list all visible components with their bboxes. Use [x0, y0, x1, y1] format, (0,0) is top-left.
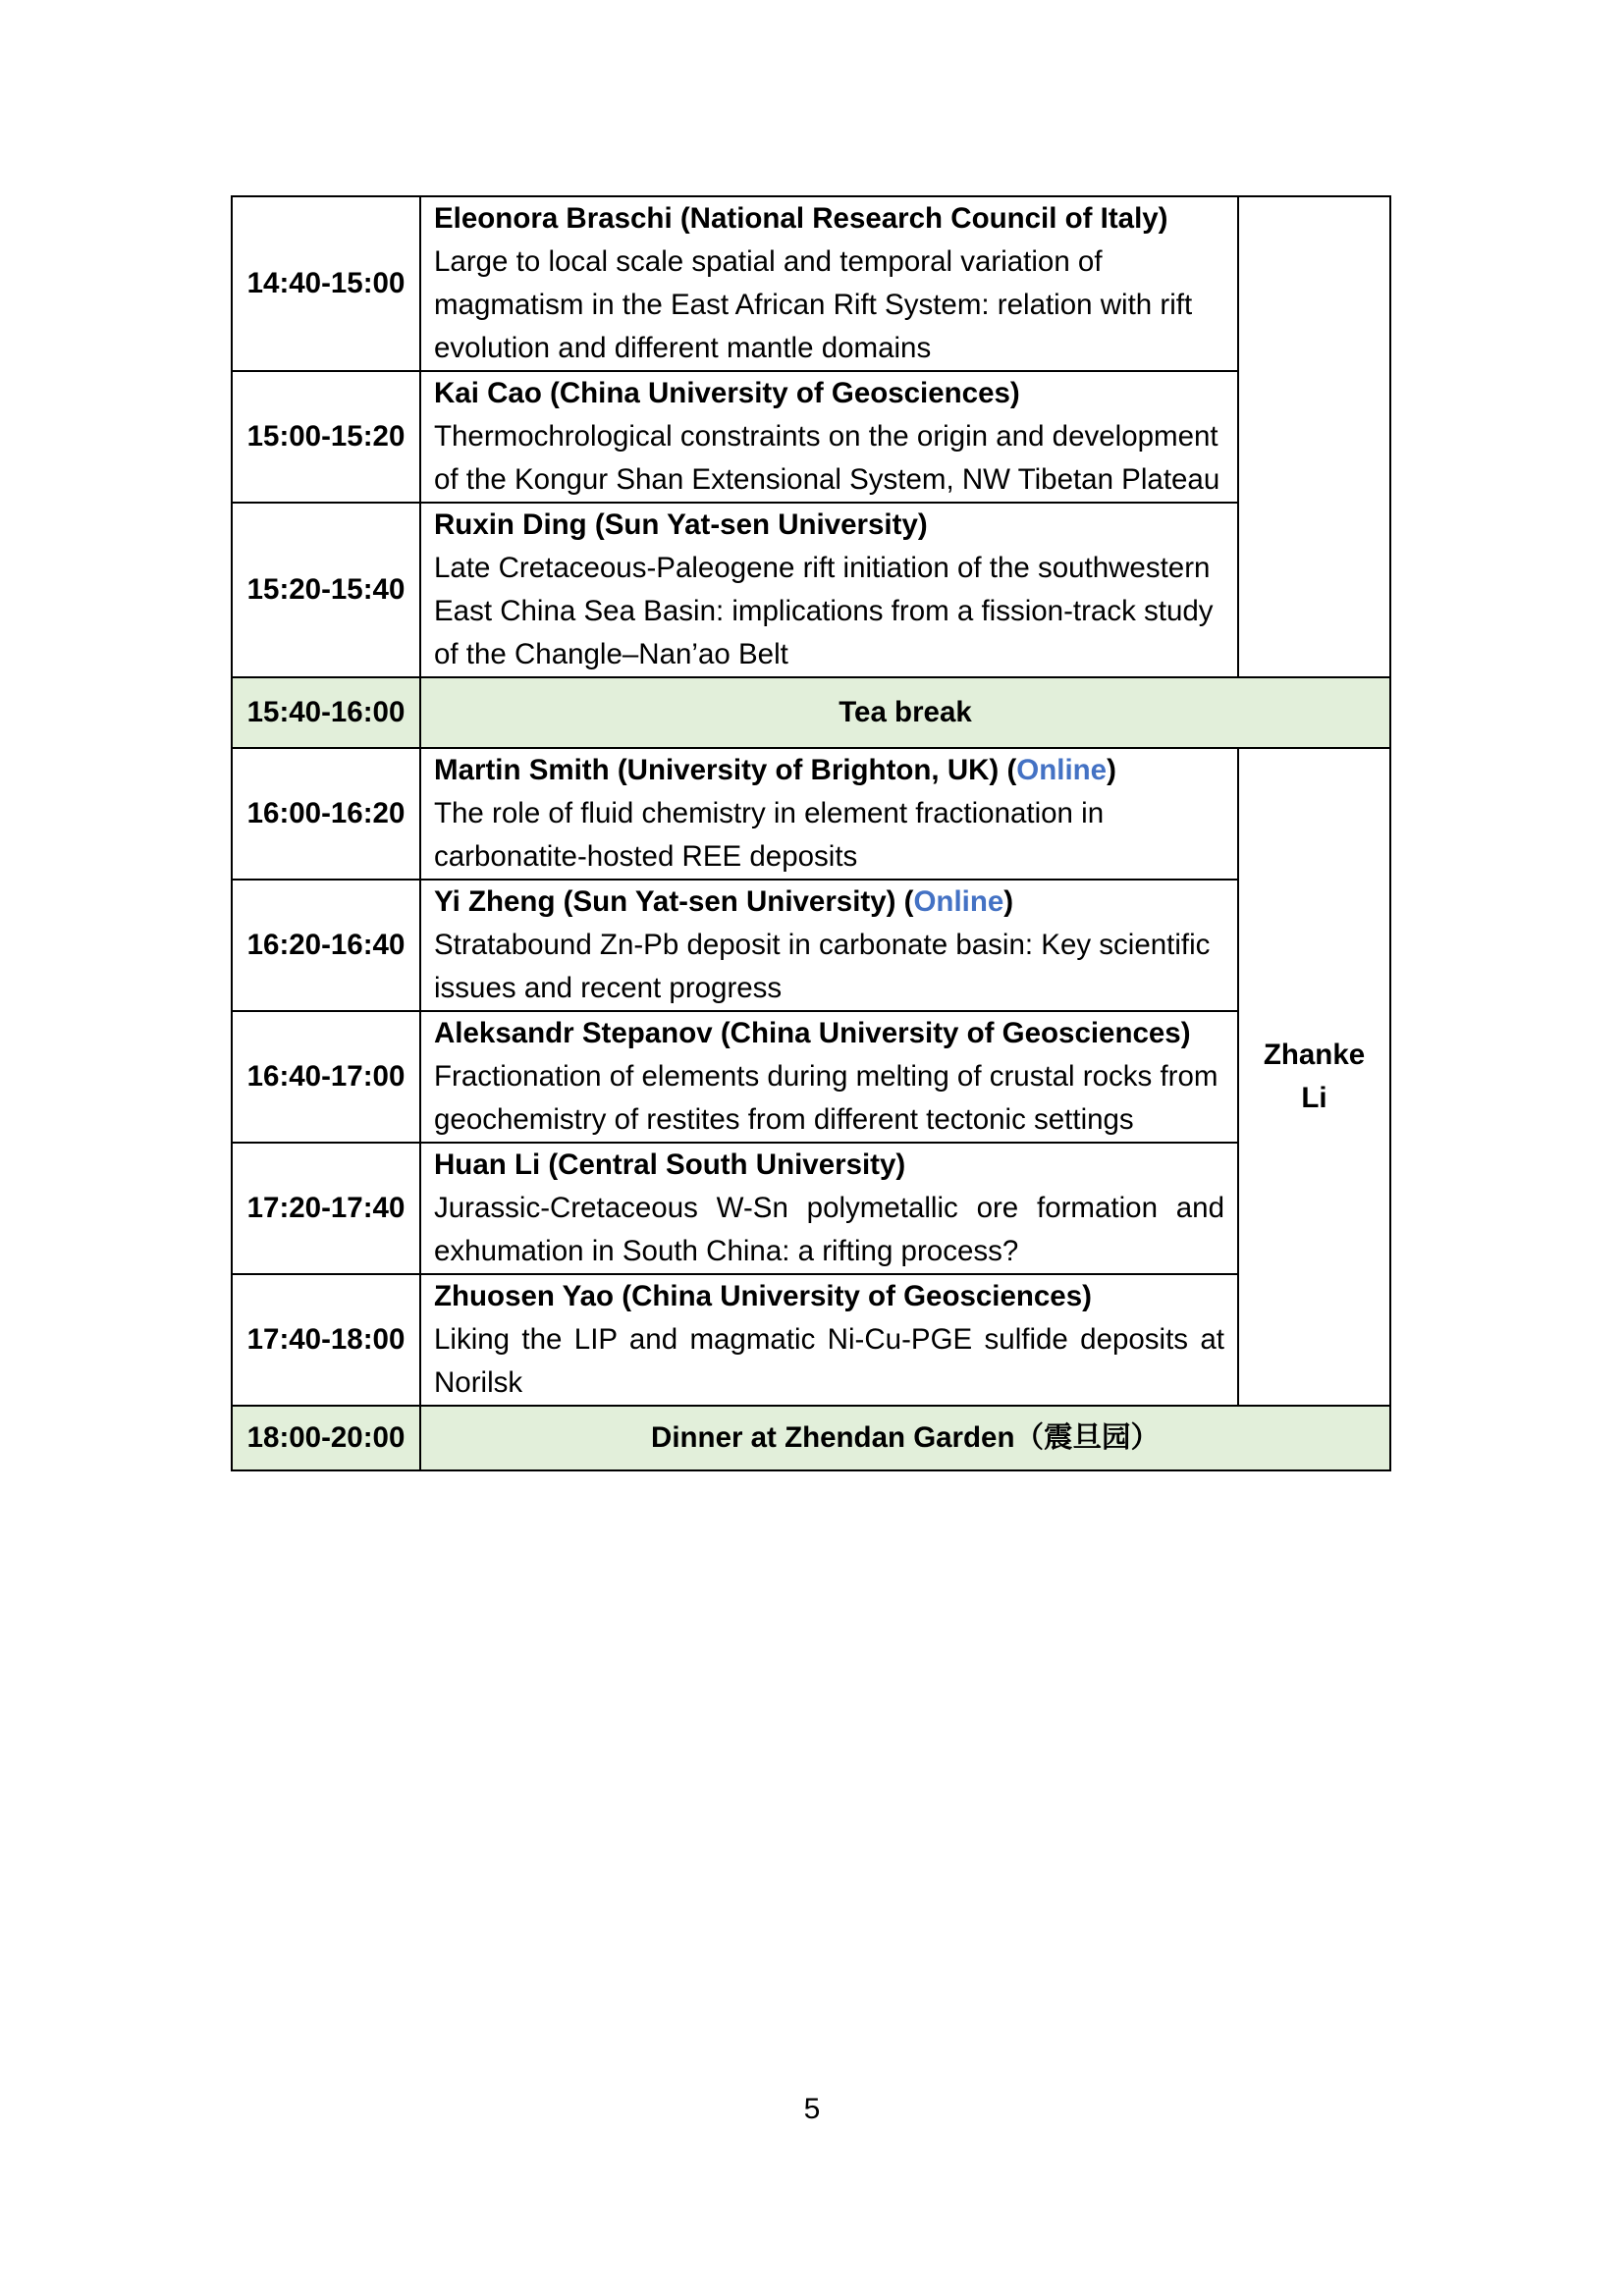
speaker-name: Yi Zheng (Sun Yat-sen University) (Online): [434, 885, 1014, 918]
table-row: [232, 880, 1390, 1011]
talk-cell: [420, 196, 1238, 371]
speaker-name: Kai Cao (China University of Geosciences): [434, 377, 1020, 409]
time-cell: 16:00-16:20: [232, 748, 420, 880]
speaker-name: Martin Smith (University of Brighton, UK) (Online): [434, 754, 1116, 786]
table-row: [232, 503, 1390, 677]
schedule-table: [231, 195, 1391, 1471]
talk-cell: [420, 1143, 1238, 1274]
talk-cell: [420, 1274, 1238, 1406]
page-number: 5: [803, 2093, 821, 2125]
time-cell: 14:40-15:00: [232, 196, 420, 371]
time-cell: 15:40-16:00: [232, 677, 420, 748]
time-cell: 16:20-16:40: [232, 880, 420, 1011]
break-label: Dinner at Zhendan Garden（震旦园）: [420, 1406, 1390, 1470]
table-row: [232, 1274, 1390, 1406]
talk-cell: [420, 748, 1238, 880]
talk-cell: [420, 503, 1238, 677]
chair-cell: Zhanke Li: [1238, 748, 1390, 1406]
talk-title: Stratabound Zn-Pb deposit in carbonate basin: Key scientific issues and recent progress: [434, 929, 1211, 1004]
chair-cell: [1238, 196, 1390, 677]
talk-title: Large to local scale spatial and temporal variation of magmatism in the East African Rift System: relation with rift evolution and different mantle domains: [434, 245, 1193, 364]
speaker-name: Huan Li (Central South University): [434, 1148, 906, 1181]
talk-title: Thermochrological constraints on the origin and development of the Kongur Shan Extensional System, NW Tibetan Plateau: [434, 420, 1220, 496]
speaker-name: Eleonora Braschi (National Research Council of Italy): [434, 202, 1168, 235]
time-cell: 15:20-15:40: [232, 503, 420, 677]
talk-title: The role of fluid chemistry in element fractionation in carbonatite-hosted REE deposits: [434, 797, 1105, 873]
table-row: [232, 196, 1390, 371]
time-cell: 16:40-17:00: [232, 1011, 420, 1143]
talk-title: Liking the LIP and magmatic Ni-Cu-PGE sulfide deposits at Norilsk: [434, 1323, 1224, 1399]
table-row: [232, 748, 1390, 880]
online-link[interactable]: Online: [1016, 754, 1108, 786]
time-cell: 18:00-20:00: [232, 1406, 420, 1470]
table-row: [232, 677, 1390, 748]
time-cell: 17:40-18:00: [232, 1274, 420, 1406]
talk-cell: [420, 371, 1238, 503]
break-label: Tea break: [420, 677, 1390, 748]
speaker-name: Ruxin Ding (Sun Yat-sen University): [434, 508, 928, 541]
schedule-body: [232, 196, 1390, 1470]
time-cell: 15:00-15:20: [232, 371, 420, 503]
table-row: [232, 1011, 1390, 1143]
time-cell: 17:20-17:40: [232, 1143, 420, 1274]
talk-cell: [420, 1011, 1238, 1143]
talk-title: Jurassic-Cretaceous W-Sn polymetallic ore formation and exhumation in South China: a rifting process?: [434, 1192, 1224, 1267]
table-row: [232, 1143, 1390, 1274]
table-row: [232, 1406, 1390, 1470]
talk-title: Late Cretaceous-Paleogene rift initiation of the southwestern East China Sea Basin: implications from a fission-track study of the Changle–Nan’ao Belt: [434, 552, 1214, 670]
speaker-name: Zhuosen Yao (China University of Geosciences): [434, 1280, 1092, 1312]
speaker-name: Aleksandr Stepanov (China University of Geosciences): [434, 1017, 1191, 1049]
talk-cell: [420, 880, 1238, 1011]
online-link[interactable]: Online: [913, 885, 1004, 918]
talk-title: Fractionation of elements during melting of crustal rocks from geochemistry of restites from different tectonic settings: [434, 1060, 1218, 1136]
table-row: [232, 371, 1390, 503]
